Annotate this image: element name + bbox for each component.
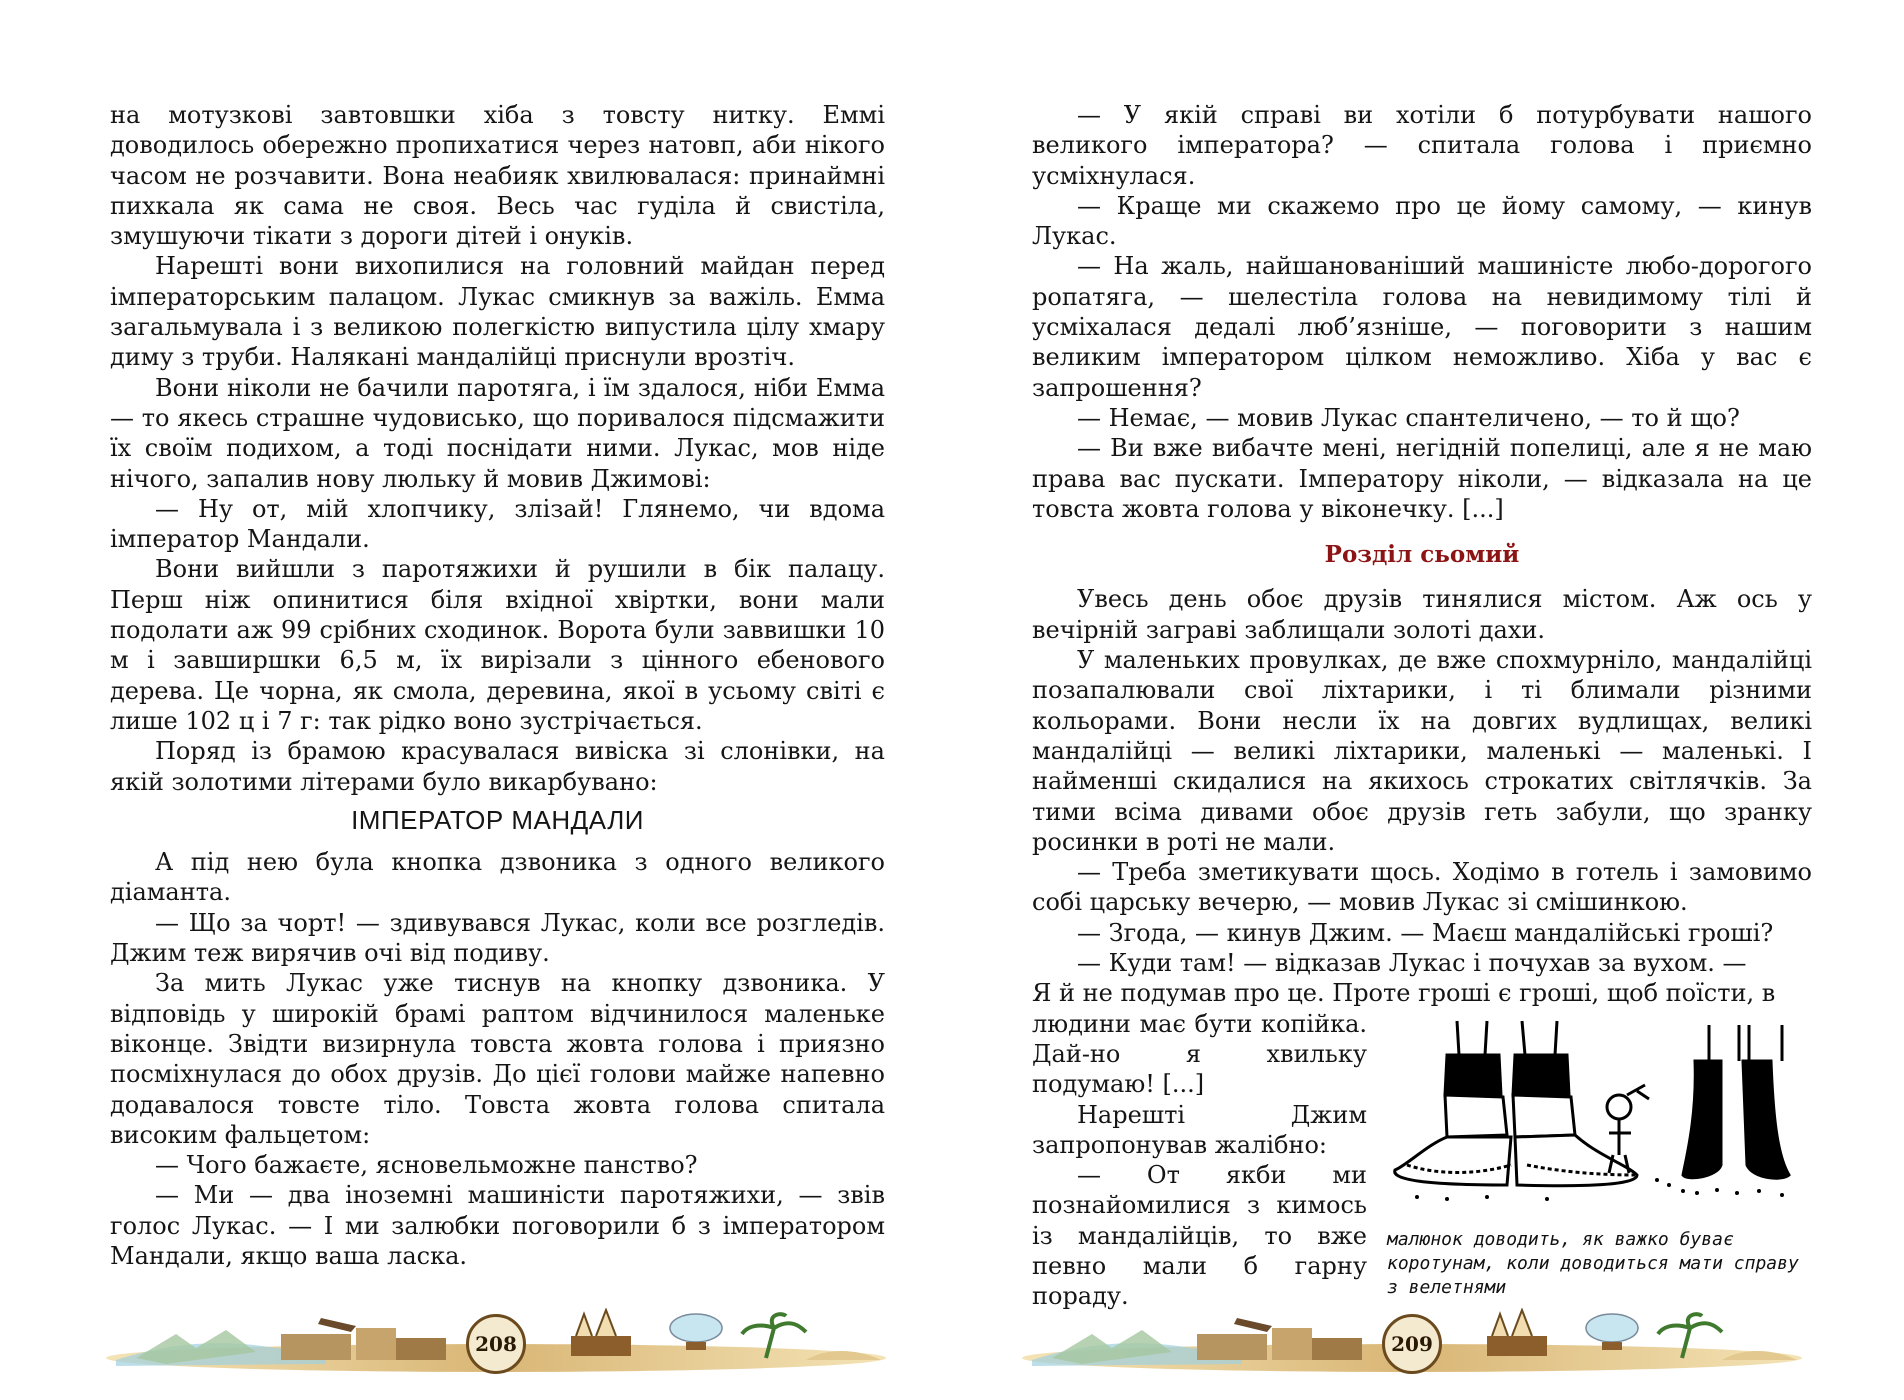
paragraph: Поряд із брамою красувалася вивіска зі слонівки, на якій золотими літерами було викарбувано: — [110, 737, 885, 796]
paragraph: Нарешті Джим запропонував жалібно: — [1032, 1100, 1367, 1159]
illustration-figure — [1387, 1015, 1817, 1300]
paragraph: — У якій справі ви хотіли б потурбувати нашого великого імператора? — спитала голова і приємно усміхнулася. — [1032, 101, 1812, 190]
paragraph: Вони вийшли з паротяжихи й рушили в бік палацу. Перш ніж опинитися біля вхідної хвіртки, вони мали подолати аж 99 срібних сходинок. Ворота були заввишки 10 м і завширшки 6,5 м, їх вирізали з цінного ебенового дерева. Це чорна, як смола, деревина, якої в усьому світі є лише 102 ц і 7 г: так рідко воно зустрічається. — [110, 555, 885, 735]
decorative-footer-banner — [1022, 1308, 1802, 1374]
paragraph: — Ми — два іноземні машиністи паротяжихи, — звів голос Лукас. — І ми залюбки поговорили б з імператором Мандали, якщо ваша ласка. — [110, 1181, 885, 1270]
paragraph: — От якби ми познайомилися з кимось із мандалійців, то вже певно мали б гарну пораду. — [1032, 1161, 1367, 1311]
right-text-column — [1032, 100, 1812, 1349]
paragraph: — Згода, — кинув Джим. — Маєш мандалійські гроші? — [1077, 918, 1774, 947]
illustration-caption: малюнок доводить, як важко буває коротунам, коли доводиться мати справу з велетнями — [1387, 1228, 1799, 1298]
paragraph: За мить Лукас уже тиснув на кнопку дзвоника. У відповідь у широкій брамі раптом відчинилося маленьке віконце. Звідти визирнула товста жовта голова і приязно посміхнулася до обох друзів. До цієї голови майже напевно додавалося товсте тіло. Товста жовта голова спитала високим фальцетом: — [110, 969, 885, 1149]
wrapped-text — [1032, 1009, 1367, 1312]
chapter-title: Розділ сьомий — [1324, 541, 1520, 569]
giants-feet-drawing — [1387, 1015, 1817, 1215]
sign-heading: ІМПЕРАТОР МАНДАЛИ — [351, 804, 644, 835]
paragraph: — Ну от, мій хлопчику, злізай! Глянемо, чи вдома імператор Мандали. — [110, 494, 885, 554]
paragraph: — Немає, — мовив Лукас спантеличено, — то й що? — [1077, 403, 1740, 432]
paragraph: Вони ніколи не бачили паротяга, і їм здалося, ніби Емма — то якесь страшне чудовисько, що поривалося підсмажити їх своїм подихом, а тоді поснідати ними. Лукас, мов ніде нічого, запалив нову люльку й мовив Джимові: — [110, 373, 885, 493]
paragraph: людини має бути копійка. Дай-но я хвильку подумаю! [...] — [1032, 1009, 1367, 1099]
paragraph: — Що за чорт! — здивувався Лукас, коли все розгледів. Джим теж вирячив очі від подиву. — [110, 908, 885, 968]
page-number: 209 — [1382, 1314, 1442, 1374]
paragraph: А під нею була кнопка дзвоника з одного великого діаманта. — [110, 848, 885, 907]
decorative-footer-banner — [106, 1308, 886, 1374]
paragraph: — Краще ми скажемо про це йому самому, — кинув Лукас. — [1032, 191, 1812, 251]
paragraph: — Куди там! — відказав Лукас і почухав за вухом. — — [1077, 949, 1747, 978]
paragraph: — Ви вже вибачте мені, негідній попелиці, але я не маю права вас пускати. Імператору ніколи, — відказала на це товста жовта голова у віконечку. [...] — [1032, 434, 1812, 523]
right-page — [952, 0, 1904, 1400]
paragraph: — На жаль, найшанованіший машиністе любо-дорогого ропатяга, — шелестіла голова на невидимому тілі й усміхалася дедалі люб’язніше, — поговорити з нашим великим імператором цілком неможливо. Хіба у вас є запрошення? — [1032, 252, 1812, 402]
paragraph: на мотузкові завтовшки хіба з товсту нитку. Еммі доводилось обережно пропихатися через натовп, аби нікого часом не розчавити. Вона неабияк хвилювалася: принаймні пихкала як сама не своя. Весь час гуділа й свистіла, змушуючи тікати з дороги дітей і онуків. — [110, 101, 885, 251]
paragraph: Я й не подумав про це. Проте гроші є гроші, щоб поїсти, в — [1032, 979, 1776, 1008]
paragraph: У маленьких провулках, де вже спохмурніло, мандалійці позапалювали свої ліхтарики, і ті блимали різними кольорами. Вони несли їх на довгих вудлищах, великі мандалійці — великі ліхтарики, маленькі — маленькі. І найменші скидалися на якихось строкатих світлячків. За тими всіма дивами обоє друзів геть забули, що зранку росинки в роті не мали. — [1032, 646, 1812, 856]
paragraph: — Треба зметикувати щось. Ходімо в готель і замовимо собі царську вечерю, — мовив Лукас зі смішинкою. — [1032, 858, 1812, 917]
wrapped-figure-area — [1032, 1009, 1812, 1349]
paragraph: — Чого бажаєте, ясновельможне панство? — [155, 1151, 698, 1180]
paragraph: Нарешті вони вихопилися на головний майдан перед імператорським палацом. Лукас смикнув за важіль. Емма загальмувала і з великою полегкістю випустила цілу хмару диму з труби. Налякані мандалійці приснули врозтіч. — [110, 252, 885, 372]
left-text-column — [110, 100, 885, 1271]
paragraph: Увесь день обоє друзів тинялися містом. Аж ось у вечірній заграві заблищали золоті дахи. — [1032, 585, 1812, 644]
page-number: 208 — [466, 1314, 526, 1374]
